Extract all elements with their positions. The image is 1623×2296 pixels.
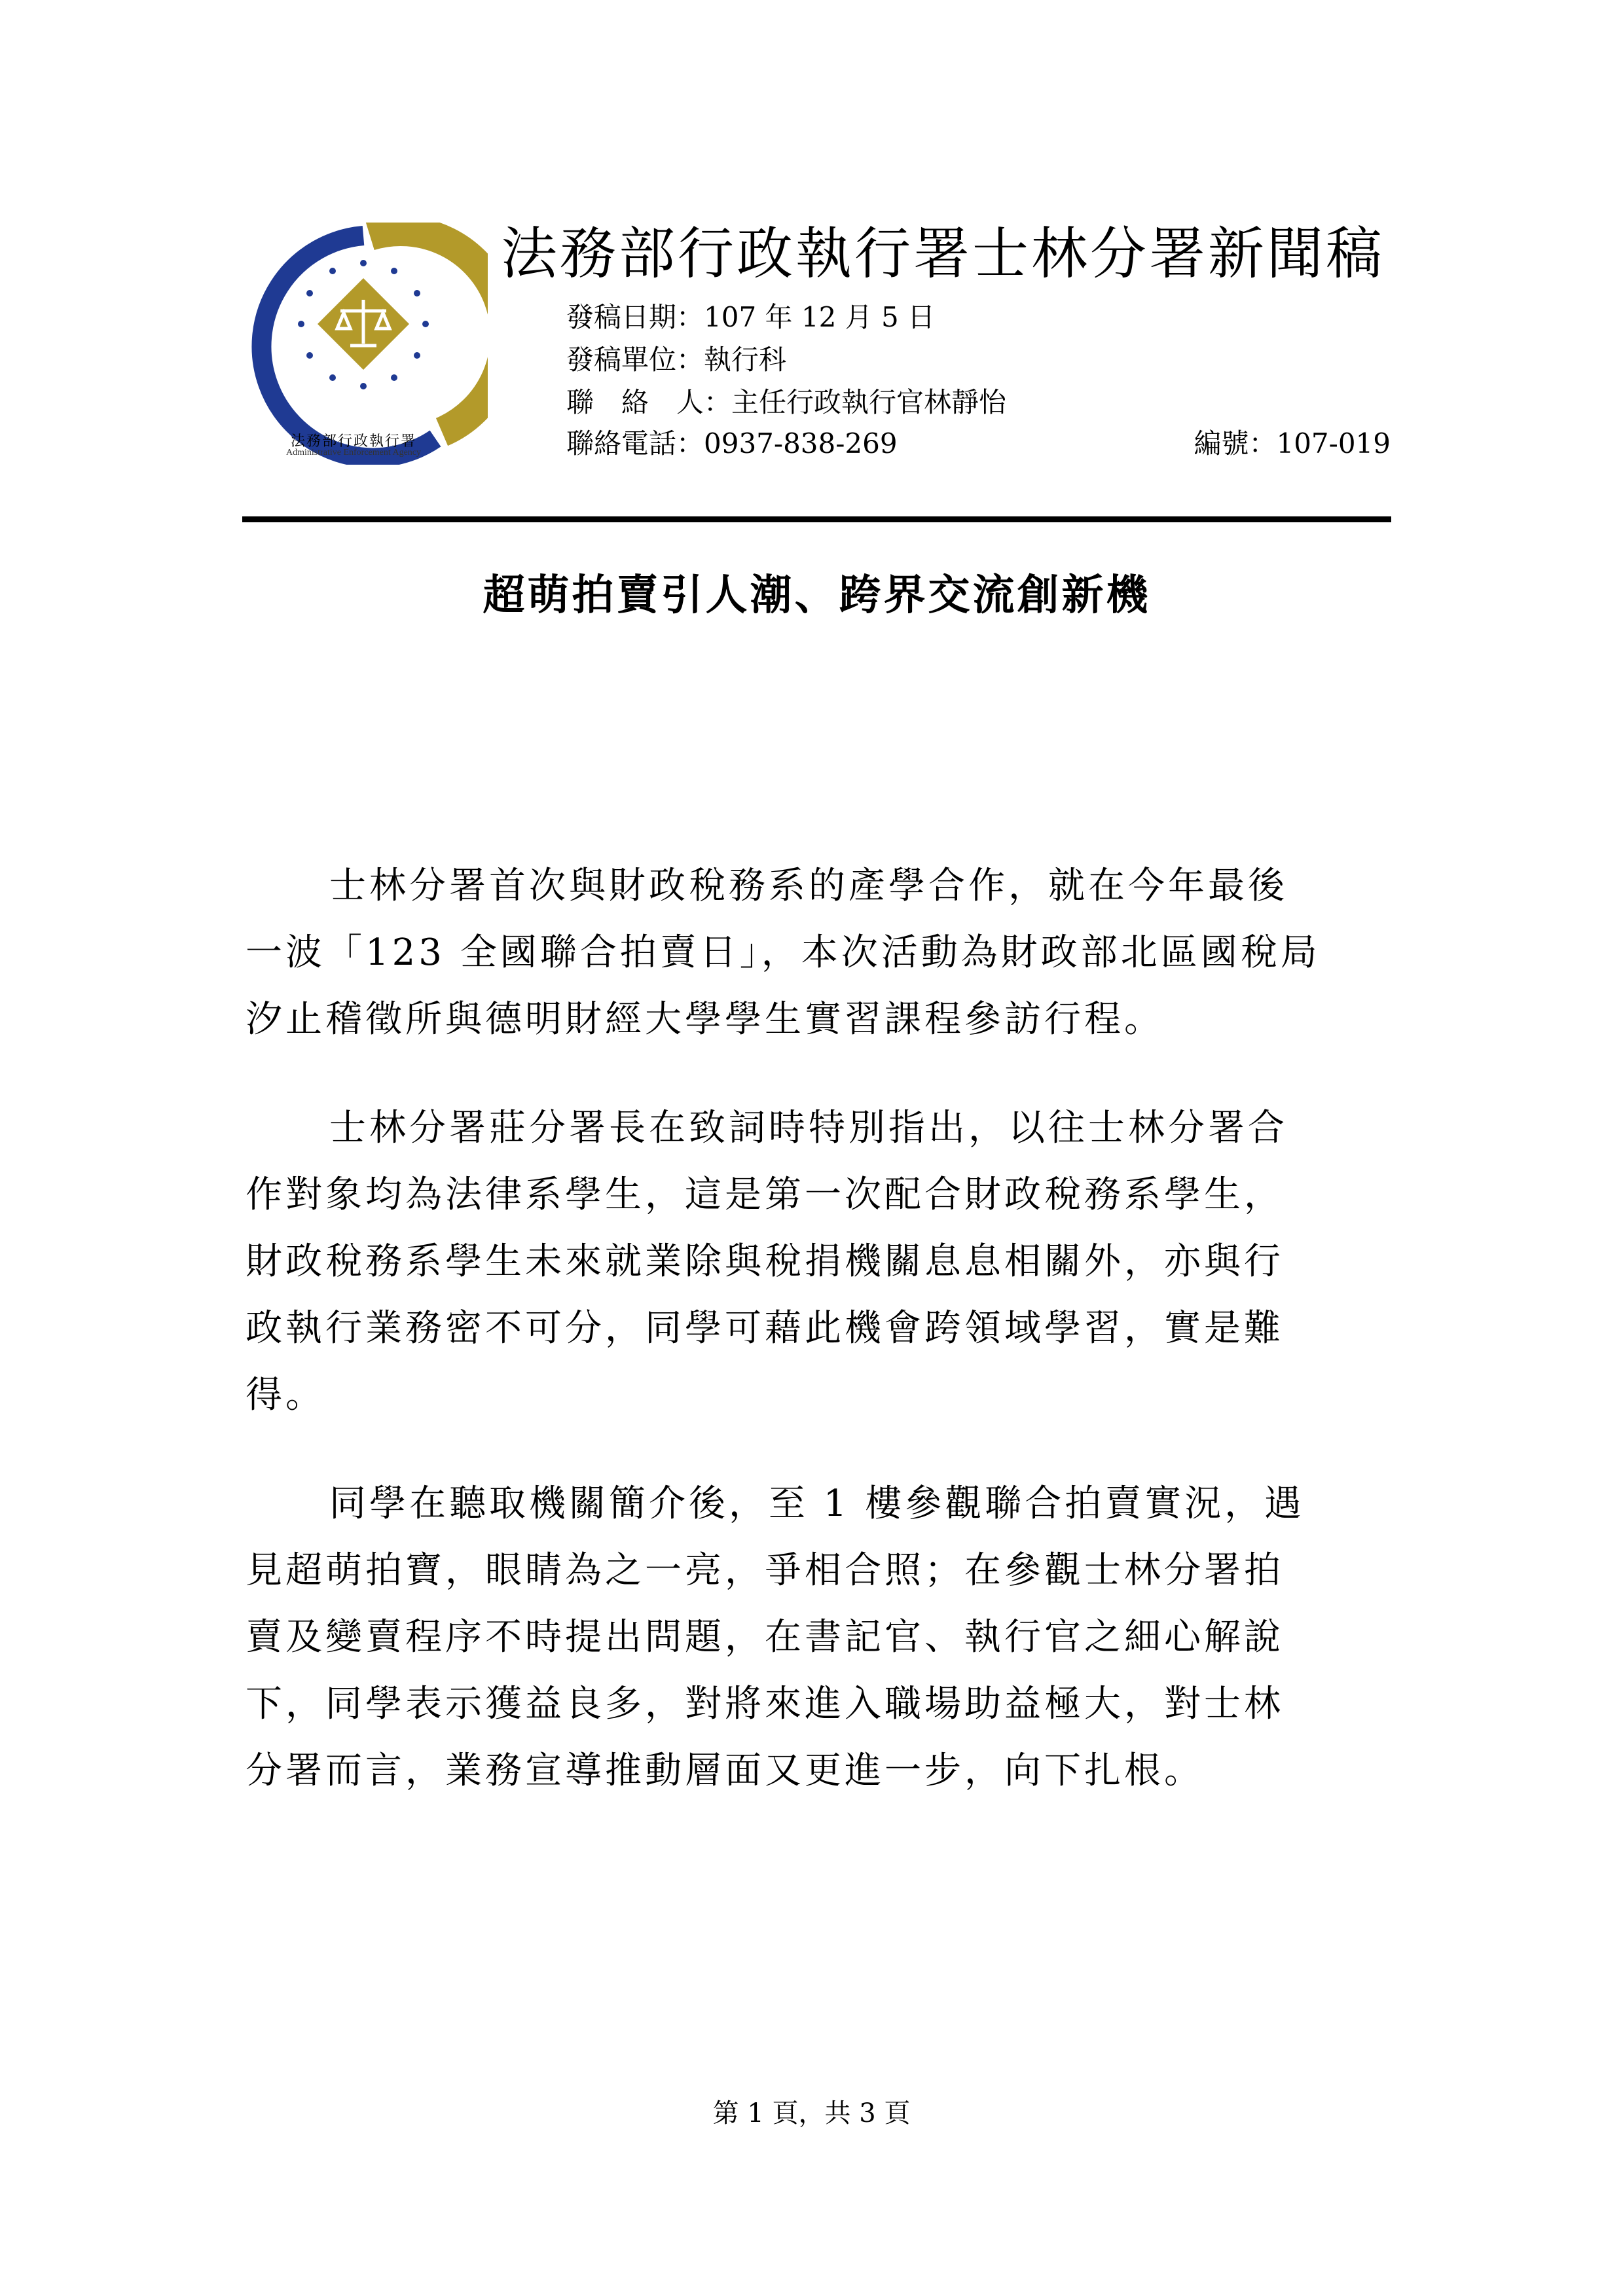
paragraph-line: 政執行業務密不可分，同學可藉此機會跨領域學習，實是難 (246, 1307, 1284, 1350)
page-number: 第 1 頁，共 3 頁 (712, 2098, 911, 2128)
paragraph-3 (246, 1471, 1365, 1804)
paragraph-line: 作對象均為法律系學生，這是第一次配合財政稅務系學生， (246, 1174, 1284, 1216)
paragraph-line: 下，同學表示獲益良多，對將來進入職場助益極大，對士林 (246, 1683, 1284, 1725)
press-headline: 超萌拍賣引人潮、跨界交流創新機 (483, 571, 1151, 620)
release-date: 發稿日期：107 年 12 月 5 日 (566, 301, 936, 333)
release-unit: 發稿單位：執行科 (566, 344, 787, 376)
serial-number: 編號：107-019 (1194, 427, 1391, 459)
agency-logo (239, 223, 488, 465)
paragraph-line: 士林分署莊分署長在致詞時特別指出，以往士林分署合 (329, 1107, 1288, 1149)
contact-person: 聯 絡 人：主任行政執行官林靜怡 (566, 386, 1007, 418)
document-title: 法務部行政執行署士林分署新聞稿 (501, 221, 1385, 287)
contact-phone: 聯絡電話：0937-838-269 (566, 427, 898, 459)
paragraph-line: 財政稅務系學生未來就業除與稅捐機關息息相關外，亦與行 (246, 1240, 1284, 1283)
paragraph-2 (246, 1095, 1365, 1429)
paragraph-line: 見超萌拍寶，眼睛為之一亮，爭相合照；在參觀士林分署拍 (246, 1549, 1284, 1592)
paragraph-line: 賣及變賣程序不時提出問題，在書記官、執行官之細心解說 (246, 1616, 1284, 1659)
logo-agency-name-zh: 法務部行政執行署 (290, 433, 416, 450)
paragraph-line: 同學在聽取機關簡介後，至 1 樓參觀聯合拍賣實況，遇 (329, 1482, 1305, 1525)
paragraph-line: 一波「123 全國聯合拍賣日」，本次活動為財政部北區國稅局 (246, 931, 1321, 974)
paragraph-line: 士林分署首次與財政稅務系的產學合作，就在今年最後 (329, 865, 1288, 907)
paragraph-1 (246, 853, 1365, 1053)
logo-agency-name-en: Administrative Enforcement Agency (285, 448, 422, 457)
paragraph-line: 分署而言，業務宣導推動層面又更進一步，向下扎根。 (246, 1749, 1204, 1792)
header-divider (242, 516, 1391, 522)
paragraph-line: 汐止稽徵所與德明財經大學學生實習課程參訪行程。 (246, 998, 1164, 1041)
paragraph-line: 得。 (246, 1374, 325, 1416)
